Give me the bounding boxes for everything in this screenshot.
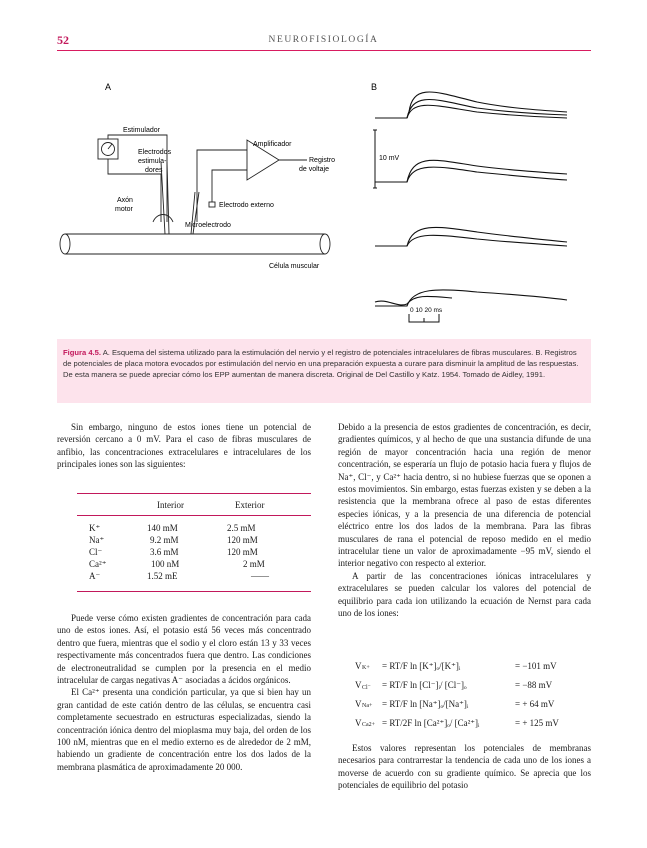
nernst-equation — [355, 661, 595, 674]
caption-text: A. Esquema del sistema utilizado para la estimulación del nervio y el registro de potenciales intracelulares de fibras musculares. B. Registros de potenciales de placa motora evocados por estimulación del nervio en una preparación expuesta a curare para disminuir la amplitud de las respuestas. De esta manera se puede apreciar cómo los EPP aumentan de manera discreta. Original de Del Castillo y Katz. 1954. Tomado de Aidley, 1991. — [63, 348, 579, 380]
label-microelectrode: Microelectrodo — [185, 222, 231, 229]
left-paragraph-2: Puede verse cómo existen gradientes de concentración para cada uno de estos iones. Así, el potasio está 56 veces más concentrado dentro que fuera, mientras que el sodio y el cloro están 13 y 33 veces respectivamente más concentrados fuera que dentro. Las condiciones de electroneutralidad se cumplen por la presencia en el medio intracelular de cargas negativas A⁻ asociadas a ácidos orgánicos. — [57, 613, 311, 686]
right-column — [338, 421, 591, 620]
label-electrodes-1: Electrodos — [138, 149, 172, 156]
label-electrodes-2: estimula- — [138, 158, 167, 165]
ion-interior: 9.2 mM — [150, 535, 179, 545]
ion-exterior: 120 mM — [227, 535, 258, 545]
figure-4-5 — [57, 62, 591, 334]
ion-exterior: —— — [251, 571, 269, 581]
ion-name: Cl⁻ — [89, 547, 103, 557]
panel-a-label: A — [105, 82, 112, 92]
label-muscle-cell: Célula muscular — [269, 263, 320, 270]
ion-interior: 1.52 mE — [147, 571, 178, 581]
ion-name: Ca²⁺ — [89, 559, 107, 569]
label-amplifier: Amplificador — [253, 141, 292, 148]
right-paragraph-3: Estos valores representan los potenciales de membranas necesarios para contrarrestar la tendencia de cada uno de los iones a moverse de acuerdo con su gradiente químico. Se aprecia que los potenciales de equilibrio del potasio — [338, 743, 591, 791]
panel-b-label: B — [371, 82, 378, 92]
page-number: 52 — [57, 33, 69, 47]
scale-bar-voltage — [373, 130, 377, 188]
table-row — [77, 571, 311, 583]
left-column-lower — [57, 612, 311, 773]
ion-interior: 140 mM — [147, 523, 178, 533]
table-row — [77, 559, 311, 571]
eq-lhs: V — [355, 718, 362, 728]
label-external-electrode: Electrodo externo — [219, 202, 274, 209]
nernst-equation — [355, 699, 595, 712]
label-axon-1: Axón — [117, 197, 133, 204]
eq-sub: Na+ — [362, 703, 373, 709]
ion-exterior: 120 mM — [227, 547, 258, 557]
ion-name: K⁺ — [89, 523, 101, 533]
nernst-equation — [355, 718, 595, 731]
ion-exterior: 2 mM — [243, 559, 265, 569]
eq-lhs: V — [355, 661, 362, 671]
eq-sub: K+ — [362, 665, 370, 671]
left-paragraph-3: El Ca²⁺ presenta una condición particular, ya que si bien hay un gran cantidad de este catión dentro de las células, se encuentra casi completamente secuestrado en estructuras especializadas, siendo la concentración iónica dentro del mioplasma muy baja, del orden de los 100 nM, mientras que en el medio externo es de alrededor de 2 mM, habiendo un gradiente de concentración entre los dos lados de la membrana plasmática de aproximadamente 20 000. — [57, 687, 311, 772]
eq-result: = −88 mV — [515, 680, 553, 690]
eq-result: = + 64 mV — [515, 699, 555, 709]
ion-interior: 3.6 mM — [150, 547, 179, 557]
table-row — [77, 547, 311, 559]
label-electrodes-3: dores — [145, 167, 163, 174]
eq-lhs: V — [355, 680, 362, 690]
eq-sub: Cl⁻ — [362, 685, 371, 691]
figure-caption — [57, 339, 591, 403]
left-column — [57, 421, 311, 471]
header-exterior: Exterior — [235, 500, 265, 510]
eq-result: = −101 mV — [515, 661, 557, 671]
caption-label: Figura 4.5. — [63, 348, 101, 357]
right-paragraph-2: A partir de las concentraciones iónicas intracelulares y extracelulares se pueden calcular los valores del potencial de equilibrio para cada ion utilizando la ecuación de Nernst para cada uno de los iones: — [338, 570, 591, 619]
label-recorder-1: Registro — [309, 157, 336, 164]
epp-traces — [375, 92, 567, 306]
axon-and-muscle — [60, 162, 330, 254]
ion-concentration-table — [77, 493, 311, 596]
label-axon-2: motor — [115, 206, 133, 213]
label-stimulator: Estimulador — [123, 127, 160, 134]
header-rule — [57, 50, 591, 51]
eq-lhs: V — [355, 699, 362, 709]
table-row — [77, 535, 311, 547]
left-paragraph-1: Sin embargo, ninguno de estos iones tiene un potencial de reversión cercano a 0 mV. Para el caso de fibras musculares de anfibio, las concentraciones extracelulares e intracelulares de los principales iones son las siguientes: — [57, 422, 311, 470]
eq-rhs: = RT/F ln [K⁺]ₒ/[K⁺]ᵢ — [382, 661, 461, 671]
ion-name: A⁻ — [89, 571, 101, 581]
right-paragraph-1: Debido a la presencia de estos gradientes de concentración, es decir, gradientes químicos, y al hecho de que una sustancia difunde de una región de mayor concentración hacia una región de menor concentración, se esperaría un flujo de potasio hacia fuera y flujos de Na⁺, Cl⁻, y Ca²⁺ hacia dentro, si no hubiese fuerzas que se oponen a estos movimientos. Sin embargo, estas fuerzas existen y se deben a la resistencia que la membrana ofrece al paso de estas diferentes especies iónicas, y a la presencia de una diferencia de potencial eléctrico entre los dos lados de la membrana. Para las fibras musculares de rana el potencial de reposo medido en el medio intracelular tiene un valor de aproximadamente −95 mV, siendo el interior negativo con respecto al exterior. — [338, 422, 591, 569]
eq-sub: Ca2+ — [362, 722, 376, 728]
ion-interior: 100 nM — [151, 559, 180, 569]
ion-exterior: 2.5 mM — [227, 523, 256, 533]
label-recorder-2: de voltaje — [299, 166, 329, 173]
scale-bar-time — [409, 314, 439, 322]
right-column-lower — [338, 742, 591, 792]
table-top-rule — [77, 493, 311, 494]
table-row — [77, 523, 311, 535]
eq-rhs: = RT/2F ln [Ca²⁺]ₒ/ [Ca²⁺]ᵢ — [382, 718, 480, 728]
eq-rhs: = RT/F ln [Cl⁻]ᵢ/ [Cl⁻]ₒ — [382, 680, 467, 690]
running-title: NEUROFISIOLOGÍA — [268, 35, 379, 45]
eq-result: = + 125 mV — [515, 718, 559, 728]
header-interior: Interior — [157, 500, 184, 510]
scale-voltage-label: 10 mV — [379, 155, 400, 162]
eq-rhs: = RT/F ln [Na⁺]ₒ/[Na⁺]ᵢ — [382, 699, 469, 709]
ion-name: Na⁺ — [89, 535, 105, 545]
scale-time-label: 0 10 20 ms — [410, 307, 443, 314]
table-header-rule — [77, 515, 311, 516]
amplifier-icon — [197, 140, 307, 222]
nernst-equation — [355, 680, 595, 693]
table-bottom-rule — [77, 591, 311, 592]
table-header-row — [77, 500, 311, 512]
